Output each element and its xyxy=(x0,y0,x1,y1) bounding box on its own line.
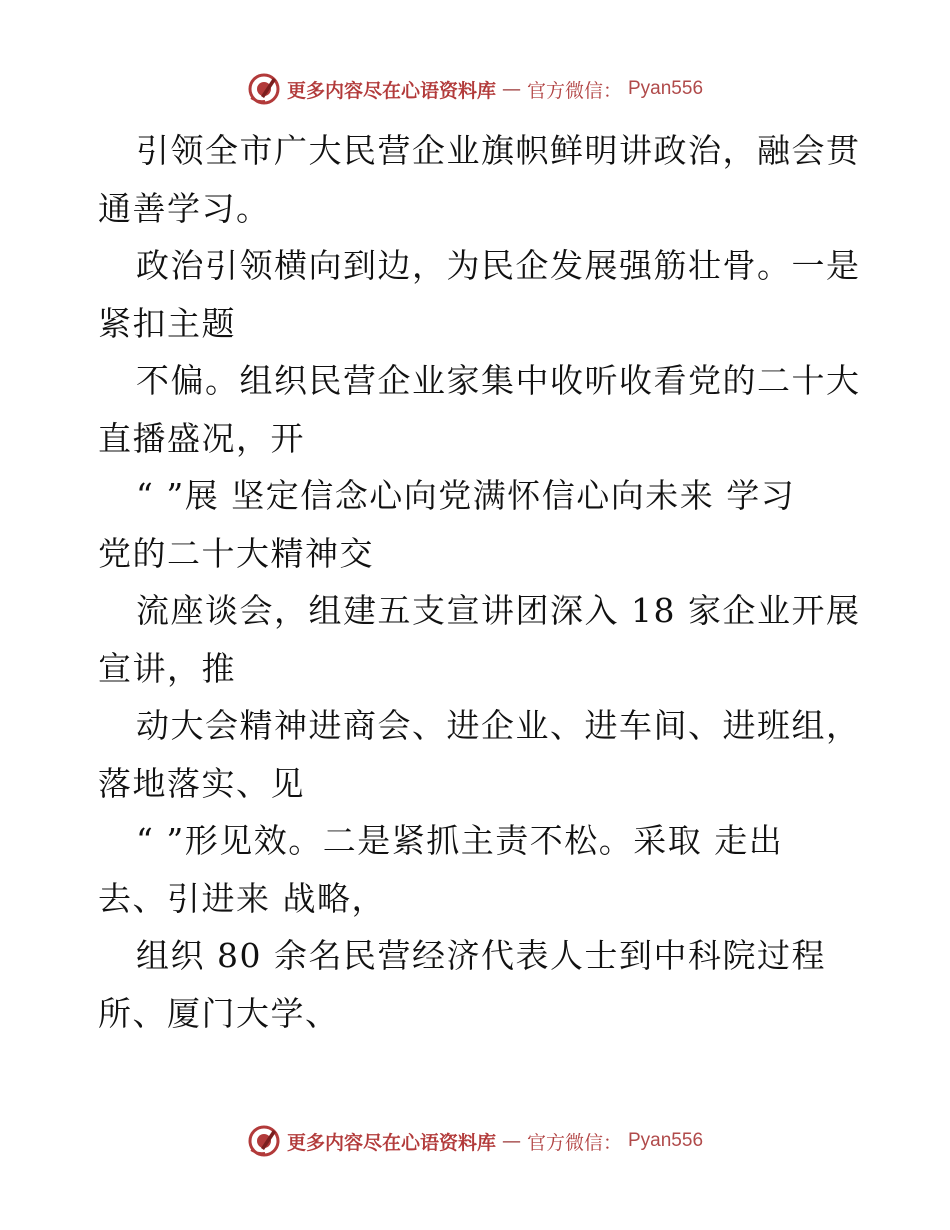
text-line: 党的二十大精神交 xyxy=(98,533,374,573)
text-line: 通善学习。 xyxy=(98,188,271,228)
text-line: 落地落实、见 xyxy=(98,763,305,803)
document-body xyxy=(98,122,861,1042)
text-line: 直播盛况，开 xyxy=(98,418,305,458)
text-line: “ ”形见效。二是紧抓主责不松。采取 走出 xyxy=(136,821,784,860)
text-line: 组织 80 余名民营经济代表人士到中科院过程 xyxy=(136,936,826,975)
text-line: 宣讲，推 xyxy=(98,648,236,688)
brand-logo-icon xyxy=(247,1124,281,1158)
header-wechat-label: 官方微信： xyxy=(526,79,622,102)
footer-wechat-id: Pyan556 xyxy=(628,1130,704,1151)
header-wechat-id: Pyan556 xyxy=(628,78,704,99)
header-banner xyxy=(0,72,950,106)
text-line: 所、厦门大学、 xyxy=(98,993,340,1033)
text-line: 不偏。组织民营企业家集中收听收看党的二十大 xyxy=(136,361,861,400)
header-separator: — xyxy=(501,78,521,100)
brand-logo-icon xyxy=(247,72,281,106)
text-line: 引领全市广大民营企业旗帜鲜明讲政治，融会贯 xyxy=(136,131,861,170)
footer-brand-text: 更多内容尽在心语资料库 xyxy=(286,1131,496,1154)
footer-banner xyxy=(0,1124,950,1158)
text-line: 紧扣主题 xyxy=(98,303,236,343)
header-brand-text: 更多内容尽在心语资料库 xyxy=(286,79,496,102)
text-line: “ ”展 坚定信念心向党满怀信心向未来 学习 xyxy=(136,476,796,515)
text-line: 流座谈会，组建五支宣讲团深入 18 家企业开展 xyxy=(136,591,861,630)
text-line: 政治引领横向到边，为民企发展强筋壮骨。一是 xyxy=(136,246,861,285)
footer-separator: — xyxy=(501,1130,521,1152)
footer-wechat-label: 官方微信： xyxy=(526,1131,622,1154)
text-line: 去、引进来 战略， xyxy=(98,878,386,918)
text-line: 动大会精神进商会、进企业、进车间、进班组， xyxy=(136,706,861,745)
